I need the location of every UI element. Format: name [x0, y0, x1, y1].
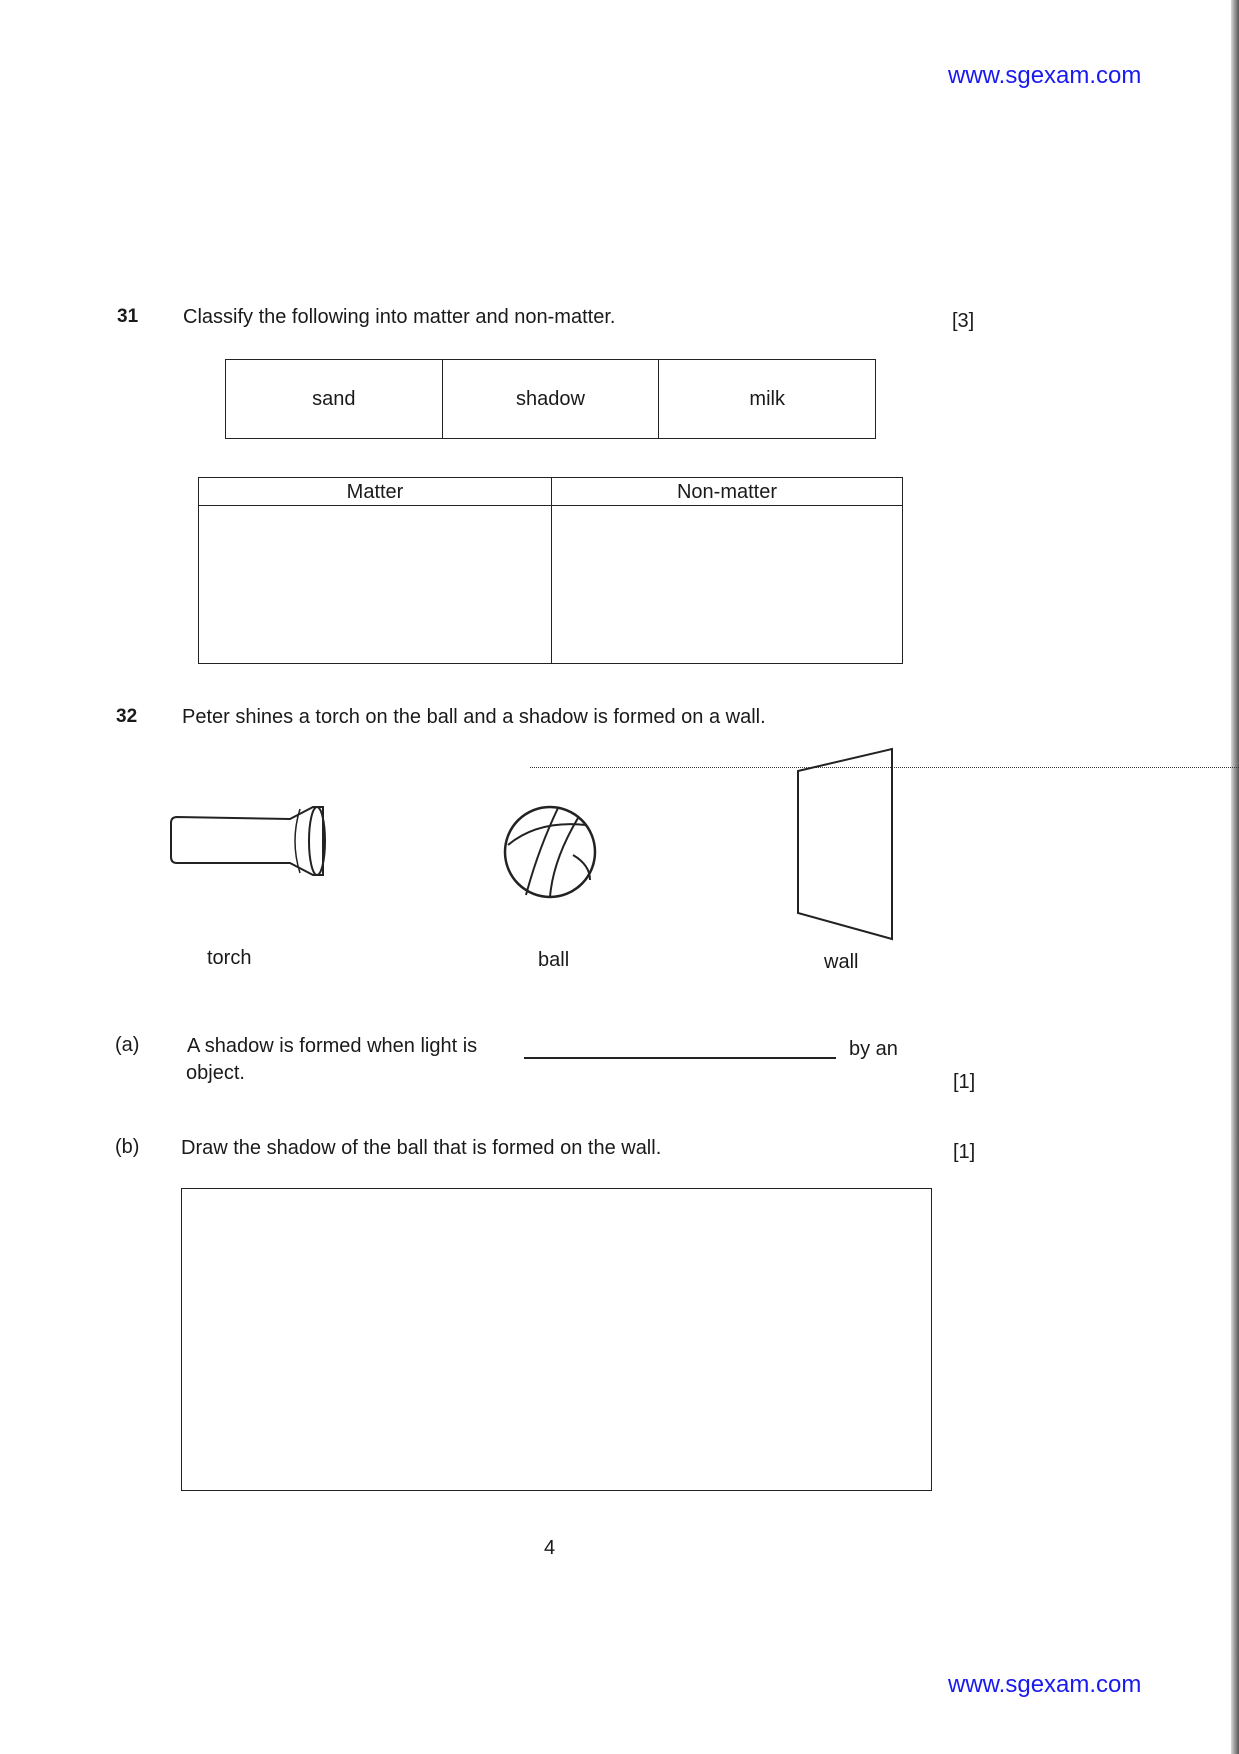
header-matter: Matter: [199, 478, 552, 506]
part-b-marks: [1]: [953, 1141, 976, 1163]
part-a-marks: [1]: [953, 1071, 976, 1093]
part-b-label: (b): [115, 1136, 140, 1158]
item-milk: milk: [749, 387, 785, 410]
shadow-drawing-box[interactable]: [181, 1188, 932, 1491]
question-31-text: Classify the following into matter and non-matter.: [183, 306, 616, 328]
part-b-text: Draw the shadow of the ball that is formed on the wall.: [181, 1137, 662, 1159]
watermark-top[interactable]: www.sgexam.com: [948, 62, 1142, 89]
torch-label: torch: [207, 947, 252, 969]
ball-label: ball: [538, 949, 570, 971]
matter-answer-cell[interactable]: [199, 506, 552, 663]
question-32-text: Peter shines a torch on the ball and a shadow is formed on a wall.: [182, 706, 766, 728]
part-a-text-line2: object.: [186, 1062, 245, 1084]
item-shadow: shadow: [443, 360, 660, 438]
header-non-matter: Non-matter: [552, 478, 902, 506]
part-a-answer-blank[interactable]: [524, 1057, 836, 1059]
ball-icon: [498, 800, 602, 904]
page-edge-shadow: [1231, 0, 1239, 1754]
items-to-classify: [225, 359, 876, 439]
non-matter-answer-cell[interactable]: [552, 506, 902, 663]
page-number: 4: [544, 1537, 556, 1559]
part-a-text: A shadow is formed when light is: [187, 1035, 478, 1057]
wall-label: wall: [824, 951, 859, 973]
torch-icon: [165, 795, 335, 895]
question-31-number: 31: [117, 306, 139, 327]
wall-icon: [790, 745, 900, 945]
watermark-bottom[interactable]: www.sgexam.com: [948, 1671, 1142, 1698]
part-a-text-after: by an: [849, 1038, 898, 1060]
question-32-number: 32: [116, 706, 138, 727]
question-31-marks: [3]: [952, 310, 975, 332]
part-a-label: (a): [115, 1034, 140, 1056]
item-sand: sand: [226, 360, 443, 438]
classification-table: [198, 477, 903, 664]
